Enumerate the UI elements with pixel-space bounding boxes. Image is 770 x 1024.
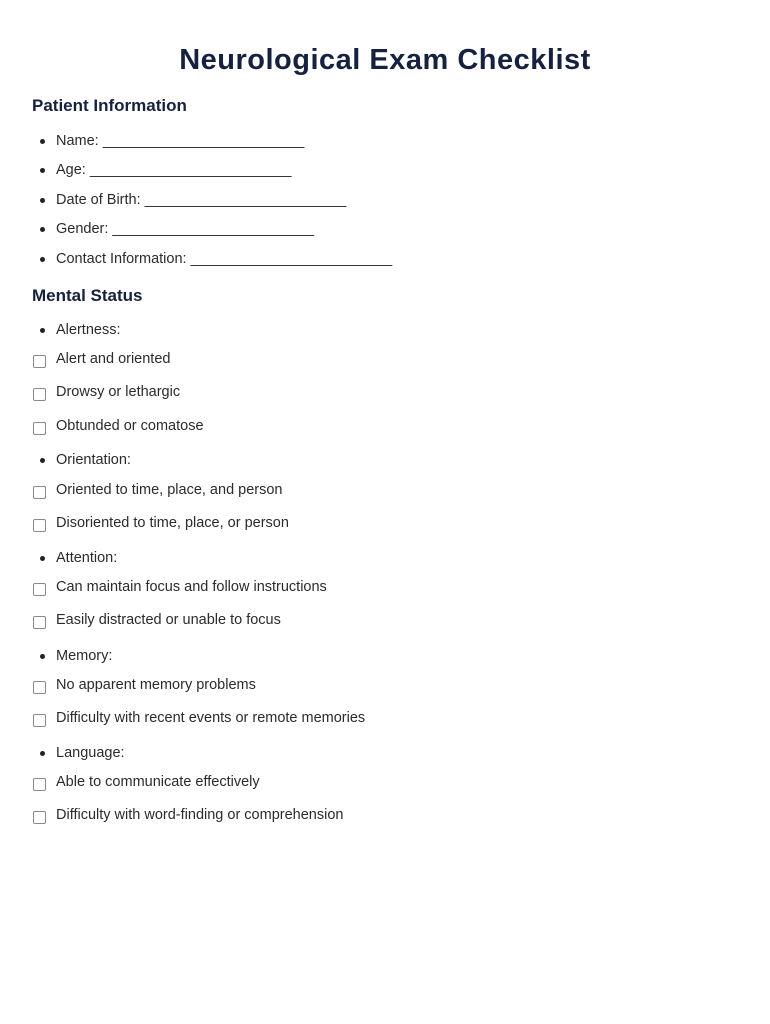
- group-label: Orientation:: [56, 452, 131, 468]
- checklist-item-label: Easily distracted or unable to focus: [56, 612, 281, 628]
- field-label: Name: _________________________: [56, 133, 305, 149]
- bullet-icon: [40, 198, 45, 203]
- checklist-item-label: Can maintain focus and follow instructions: [56, 579, 327, 595]
- bullet-icon: [40, 139, 45, 144]
- checkbox[interactable]: [33, 388, 46, 401]
- field-label: Contact Information: _________________________: [56, 251, 393, 267]
- bullet-icon: [40, 458, 45, 463]
- checkbox[interactable]: [33, 714, 46, 727]
- checklist-item-label: No apparent memory problems: [56, 677, 256, 693]
- page-title: Neurological Exam Checklist: [179, 44, 591, 76]
- checkbox[interactable]: [33, 811, 46, 824]
- field-label: Age: _________________________: [56, 162, 292, 178]
- checklist-item-label: Drowsy or lethargic: [56, 384, 181, 400]
- checklist-item-label: Alert and oriented: [56, 351, 171, 367]
- bullet-icon: [40, 751, 45, 756]
- bullet-icon: [40, 654, 45, 659]
- section-heading-patient-information: Patient Information: [32, 96, 187, 115]
- checkbox[interactable]: [33, 778, 46, 791]
- checkbox[interactable]: [33, 355, 46, 368]
- field-label: Date of Birth: _________________________: [56, 192, 347, 208]
- checkbox[interactable]: [33, 616, 46, 629]
- bullet-icon: [40, 556, 45, 561]
- checklist-item-label: Oriented to time, place, and person: [56, 482, 283, 498]
- bullet-icon: [40, 328, 45, 333]
- checklist-item-label: Able to communicate effectively: [56, 774, 260, 790]
- checkbox[interactable]: [33, 681, 46, 694]
- group-label: Alertness:: [56, 322, 121, 338]
- checkbox[interactable]: [33, 519, 46, 532]
- checkbox[interactable]: [33, 422, 46, 435]
- bullet-icon: [40, 168, 45, 173]
- group-label: Language:: [56, 745, 125, 761]
- group-label: Attention:: [56, 550, 118, 566]
- checklist-item-label: Difficulty with recent events or remote memories: [56, 710, 366, 726]
- bullet-icon: [40, 257, 45, 262]
- group-label: Memory:: [56, 648, 113, 664]
- checklist-item-label: Disoriented to time, place, or person: [56, 515, 289, 531]
- checklist-item-label: Difficulty with word-finding or comprehension: [56, 807, 344, 823]
- bullet-icon: [40, 227, 45, 232]
- checkbox[interactable]: [33, 583, 46, 596]
- section-heading-mental-status: Mental Status: [32, 286, 143, 305]
- checkbox[interactable]: [33, 486, 46, 499]
- field-label: Gender: _________________________: [56, 221, 315, 237]
- checklist-item-label: Obtunded or comatose: [56, 418, 204, 434]
